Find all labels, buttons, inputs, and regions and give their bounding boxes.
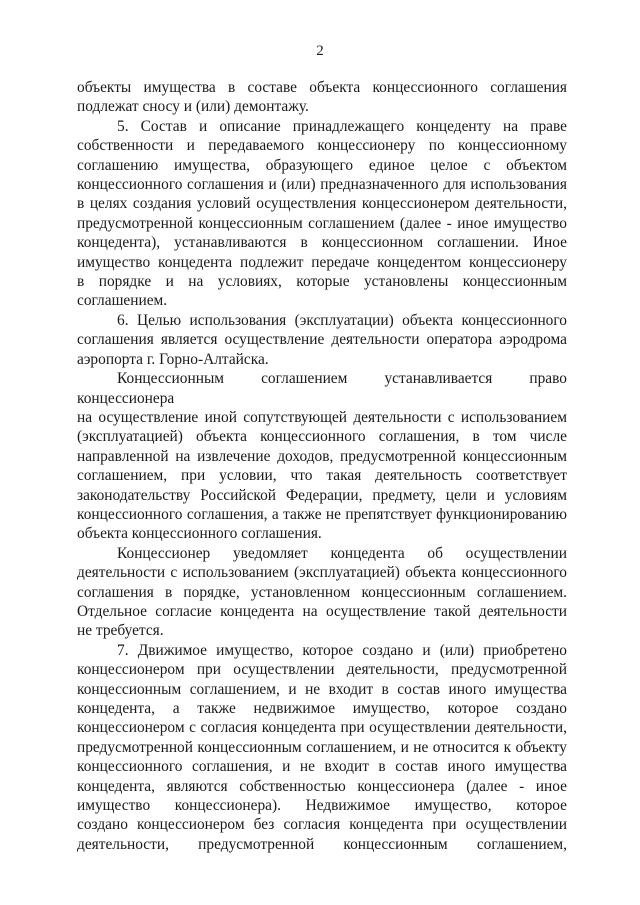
text-line: концессионным соглашением, и не входит в состав иного имущества xyxy=(77,680,567,698)
text-line: концессионером при осуществлении деятельности, предусмотренной xyxy=(77,661,567,679)
text-line: соглашения является осуществление деятельности оператора аэродрома xyxy=(77,331,567,349)
text-line: 6. Целью использования (эксплуатации) объекта концессионного xyxy=(117,311,567,329)
text-line: соглашением, при условии, что такая деятельность соответствует xyxy=(77,467,567,485)
text-line: концессионного соглашения и (или) предназначенного для использования xyxy=(77,176,567,194)
text-line: предусмотренной концессионным соглашением (далее - иное имущество xyxy=(77,214,567,232)
text-line: (эксплуатацией) объекта концессионного соглашения, в том числе xyxy=(77,428,567,446)
text-line: направленной на извлечение доходов, предусмотренной концессионным xyxy=(77,447,567,465)
text-line: 7. Движимое имущество, которое создано и (или) приобретено xyxy=(117,641,567,659)
text-line: аэропорта г. Горно-Алтайска. xyxy=(77,350,269,368)
text-line: имущество концессионера). Недвижимое имущество, которое xyxy=(77,797,567,815)
text-line: не требуется. xyxy=(77,622,164,640)
text-line: концессионного соглашения, а также не препятствует функционированию xyxy=(77,505,567,523)
text-line: деятельности с использованием (эксплуатацией) объекта концессионного xyxy=(77,564,567,582)
text-line: собственности и передаваемого концессионеру по концессионному xyxy=(77,137,567,155)
text-line: 5. Состав и описание принадлежащего концеденту на праве xyxy=(117,117,567,135)
text-line: создано концессионером без согласия концедента при осуществлении xyxy=(77,816,567,834)
text-line: соглашению имущества, образующего единое целое с объектом xyxy=(77,156,567,174)
text-line: концессионного соглашения, и не входит в состав иного имущества xyxy=(77,758,567,776)
text-line: соглашения в порядке, установленном концессионным соглашением. xyxy=(77,583,567,601)
text-line: Концессионер уведомляет концедента об осуществлении xyxy=(117,544,567,562)
text-line: деятельности, предусмотренной концессионным соглашением, xyxy=(77,835,567,853)
text-line: Отдельное согласие концедента на осуществление такой деятельности xyxy=(77,602,567,620)
text-line: концедента), устанавливаются в концессионном соглашении. Иное xyxy=(77,234,567,252)
text-line: в порядке и на условиях, которые установлены концессионным xyxy=(77,273,567,291)
text-line: объекта концессионного соглашения. xyxy=(77,525,322,543)
text-line: концедента, а также недвижимое имущество, которое создано xyxy=(77,700,567,717)
text-line: концедента, являются собственностью концессионера (далее - иное xyxy=(77,777,567,795)
text-line: подлежат сносу и (или) демонтажу. xyxy=(77,98,309,116)
text-line: Концессионным соглашением устанавливается право концессионера xyxy=(77,370,567,407)
text-line: концессионером с согласия концедента при осуществлении деятельности, xyxy=(77,719,567,737)
text-line: соглашением. xyxy=(77,292,168,310)
text-line: в целях создания условий осуществления концессионером деятельности, xyxy=(77,195,567,213)
text-line: предусмотренной концессионным соглашением, и не относится к объекту xyxy=(77,738,567,756)
text-line: на осуществление иной сопутствующей деятельности с использованием xyxy=(77,408,567,426)
text-line: имущество концедента подлежит передаче концедентом концессионеру xyxy=(77,253,567,271)
text-line: законодательству Российской Федерации, предмету, цели и условиям xyxy=(77,486,567,504)
document-body xyxy=(77,78,567,854)
page-number: 2 xyxy=(316,43,324,59)
text-line: объекты имущества в составе объекта концессионного соглашения xyxy=(77,79,567,96)
